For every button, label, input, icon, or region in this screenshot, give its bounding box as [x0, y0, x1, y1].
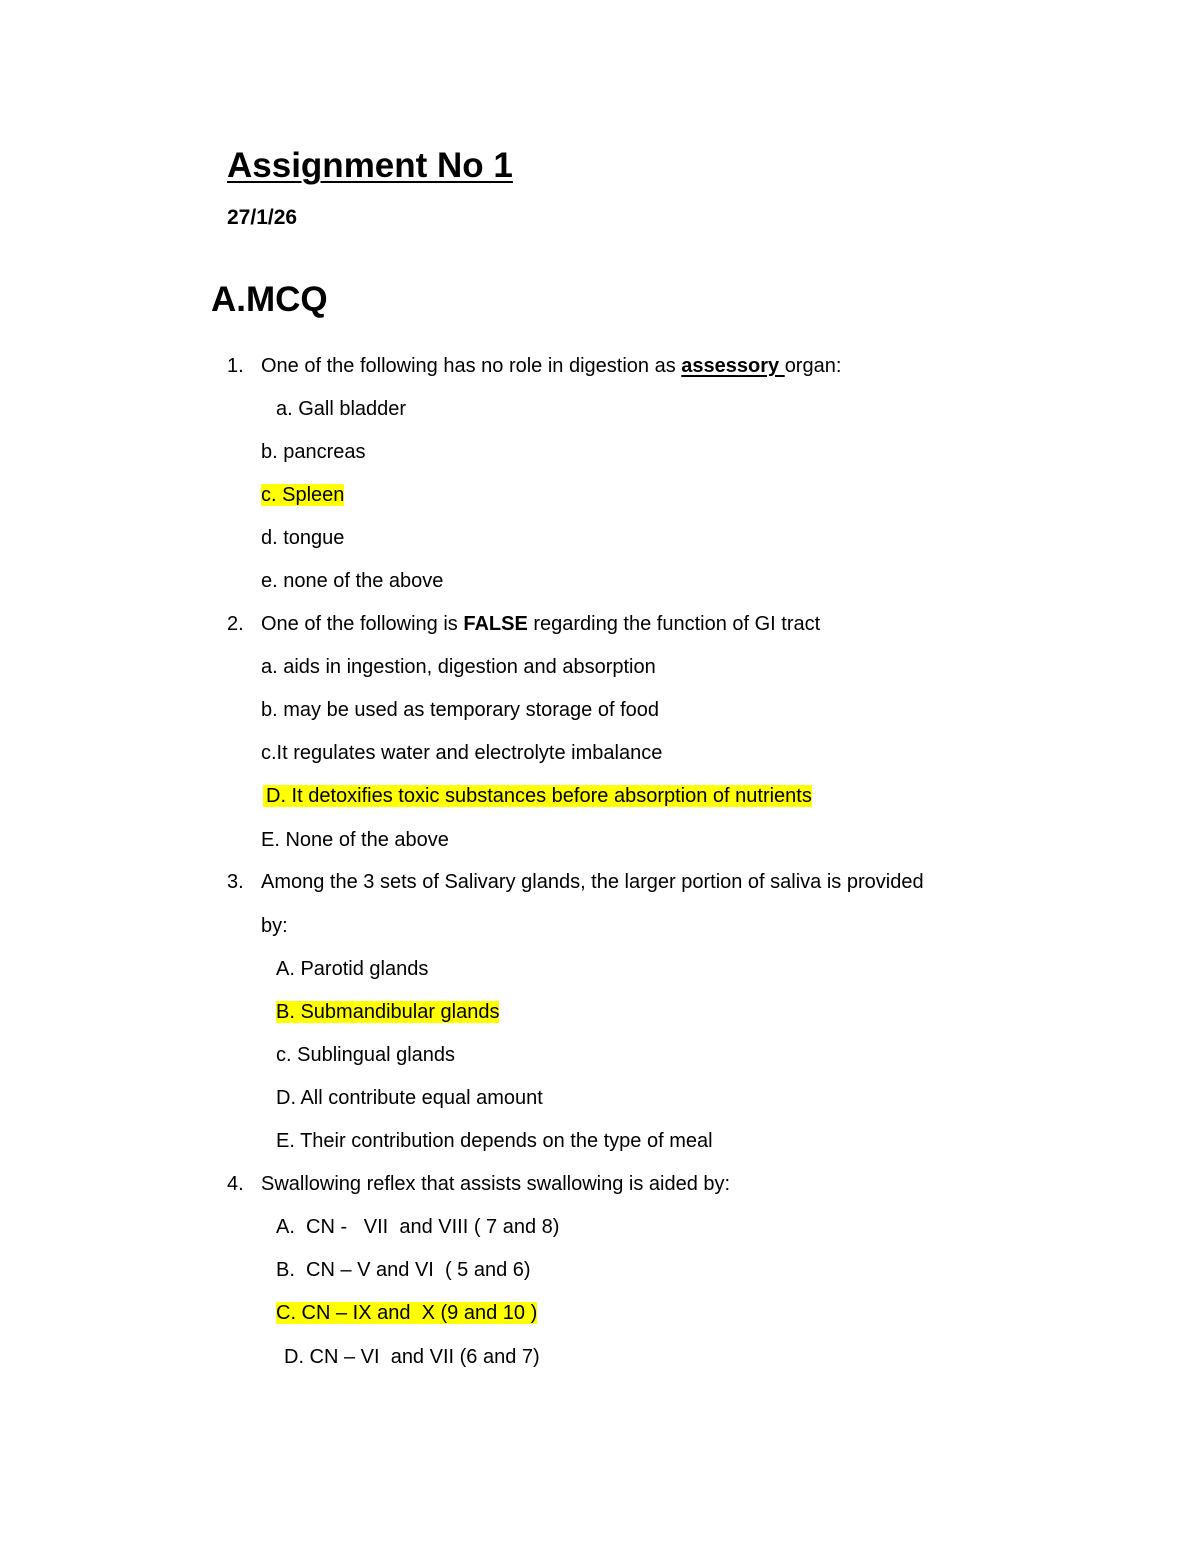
option: E. None of the above: [261, 829, 449, 851]
option: e. none of the above: [261, 570, 444, 592]
option: b. pancreas: [261, 441, 366, 463]
question-text-part: One of the following has no role in digestion as: [261, 355, 682, 377]
option: a. aids in ingestion, digestion and absorption: [261, 656, 656, 678]
question-text: Among the 3 sets of Salivary glands, the larger portion of saliva is provided: [261, 871, 924, 893]
question-text-part: One of the following is: [261, 613, 464, 635]
option: D. All contribute equal amount: [276, 1087, 543, 1109]
option: d. tongue: [261, 527, 345, 549]
answer-highlight: D. It detoxifies toxic substances before absorption of nutrients: [263, 785, 812, 807]
answer-highlight: C. CN – IX and X (9 and 10 ): [276, 1302, 538, 1324]
page-title: Assignment No 1: [227, 146, 513, 185]
question-text-part: regarding the function of GI tract: [527, 613, 821, 635]
question-text-continued: by:: [261, 915, 288, 937]
question-emphasis: FALSE: [463, 613, 528, 635]
option-answer: [276, 999, 499, 1025]
section-heading: A.MCQ: [211, 280, 328, 319]
option: A. Parotid glands: [276, 958, 429, 980]
answer-highlight: c. Spleen: [261, 484, 345, 506]
question-text: [261, 353, 841, 379]
option: c. Sublingual glands: [276, 1044, 456, 1066]
question-number: 1.: [227, 355, 244, 377]
option: B. CN – V and VI ( 5 and 6): [276, 1259, 531, 1281]
question-text: [261, 611, 820, 637]
option-answer: [261, 482, 344, 508]
option: A. CN - VII and VIII ( 7 and 8): [276, 1216, 560, 1238]
answer-highlight: B. Submandibular glands: [276, 1001, 500, 1023]
assignment-date: 27/1/26: [227, 206, 298, 229]
option: a. Gall bladder: [276, 398, 407, 420]
question-number: 2.: [227, 613, 244, 635]
question-number: 4.: [227, 1173, 244, 1195]
question-text-part: organ:: [784, 355, 842, 377]
option: D. CN – VI and VII (6 and 7): [284, 1346, 540, 1368]
option: c.It regulates water and electrolyte imbalance: [261, 742, 663, 764]
question-emphasis: assessory: [681, 355, 785, 377]
option-answer: [263, 783, 812, 809]
question-number: 3.: [227, 871, 244, 893]
option: b. may be used as temporary storage of food: [261, 699, 659, 721]
option-answer: [276, 1300, 537, 1326]
question-text: Swallowing reflex that assists swallowing is aided by:: [261, 1173, 731, 1195]
option: E. Their contribution depends on the type of meal: [276, 1130, 713, 1152]
